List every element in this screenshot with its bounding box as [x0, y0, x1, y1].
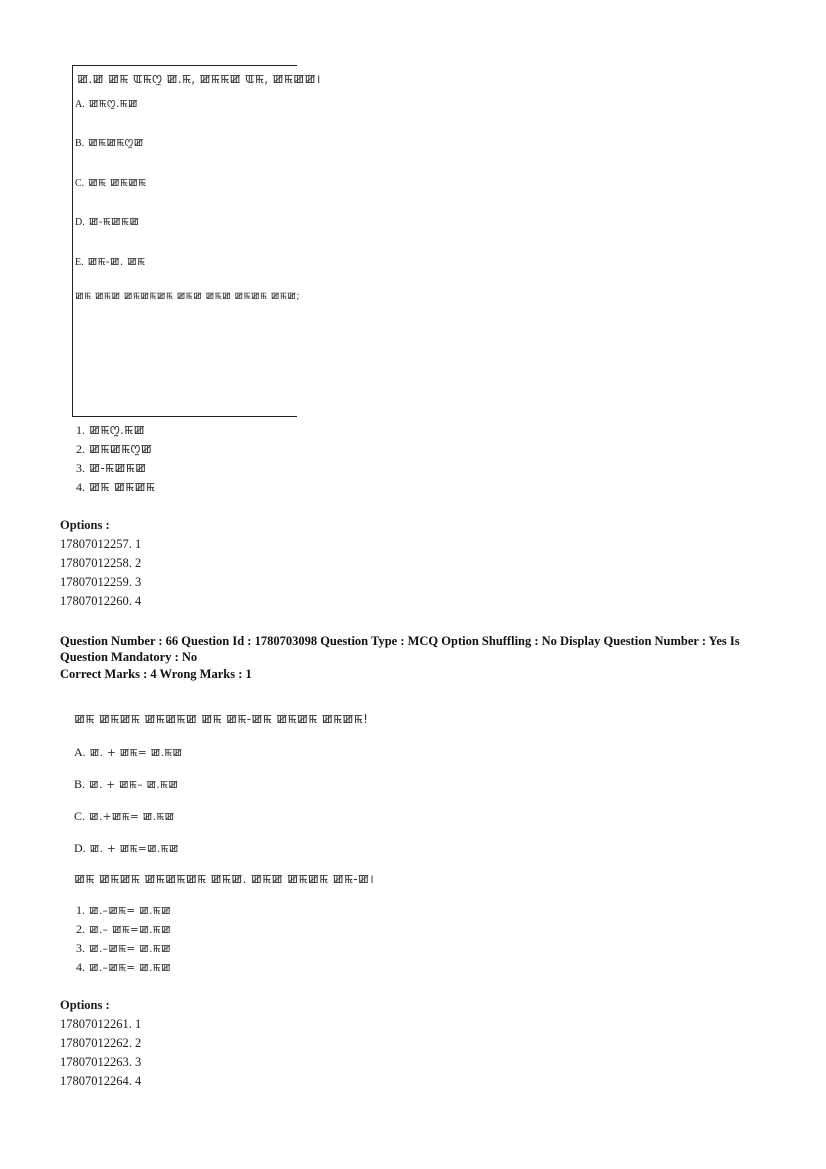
q66-instruction: ꯀꯃ ꯀꯃꯀꯃ ꯀꯃꯀꯃꯀꯃ ꯀꯃꯀ. ꯀꯃꯀ ꯀꯃꯀꯃ ꯀꯃ-ꯀ।: [74, 872, 375, 886]
question-image-box: [72, 65, 297, 417]
q66-option-2: 17807012262. 2: [60, 1036, 142, 1050]
q66-option-1: 17807012261. 1: [60, 1017, 142, 1031]
q66-answer-3: 3. ꯀ.–ꯀꯃ= ꯀ.ꯃꯀ: [76, 941, 171, 955]
q66-item-c: C. ꯀ.+ꯀꯃ= ꯀ.ꯃꯀ: [74, 809, 175, 823]
q65-item-a: A. ꯀꯃꯁꯨ.ꯃꯀ: [75, 98, 138, 110]
q65-answer-4: 4. ꯀꯃ ꯀꯃꯀꯃ: [76, 480, 156, 494]
q65-option-2: 17807012258. 2: [60, 556, 142, 570]
q65-options-heading: Options :: [60, 518, 110, 532]
q66-answer-1: 1. ꯀ.–ꯀꯃ= ꯀ.ꯃꯀ: [76, 903, 171, 917]
q65-item-c: C. ꯀꯃ ꯀꯃꯀꯃ: [75, 177, 147, 189]
q66-option-4: 17807012264. 4: [60, 1074, 142, 1088]
q66-answer-4: 4. ꯀ.–ꯀꯃ= ꯀ.ꯃꯀ: [76, 960, 171, 974]
q66-stem: ꯀꯃ ꯀꯃꯀꯃ ꯀꯃꯀꯃꯀ ꯀꯃ ꯀꯃ-ꯀꯃ ꯀꯃꯀꯃ ꯀꯃꯀꯃ!: [74, 712, 369, 726]
q65-item-b: B. ꯀꯃꯀꯃꯁꯨꯀ: [75, 137, 144, 149]
q66-item-b: B. ꯀ. + ꯀꯃ– ꯀ.ꯃꯀ: [74, 777, 179, 791]
q66-answer-2: 2. ꯀ.– ꯀꯃ=ꯀ.ꯃꯀ: [76, 922, 171, 936]
q66-option-3: 17807012263. 3: [60, 1055, 142, 1069]
q66-item-d: D. ꯀ. + ꯀꯃ=ꯀ.ꯃꯀ: [74, 841, 179, 855]
q66-meta-line3: Correct Marks : 4 Wrong Marks : 1: [60, 667, 252, 681]
q66-options-heading: Options :: [60, 998, 110, 1012]
q66-item-a: A. ꯀ. + ꯀꯃ= ꯀ.ꯃꯀ: [74, 745, 183, 759]
q65-option-1: 17807012257. 1: [60, 537, 142, 551]
q65-answer-1: 1. ꯀꯃꯁꯨ.ꯃꯀ: [76, 423, 145, 437]
q65-item-d: D. ꯀ-ꯃꯀꯃꯀ: [75, 216, 140, 228]
q65-option-4: 17807012260. 4: [60, 594, 142, 608]
q66-meta-line1: Question Number : 66 Question Id : 1780703098 Question Type : MCQ Option Shuffling : No Display Question Number : Yes Is: [60, 634, 740, 648]
q65-instruction: ꯀꯃ ꯀꯃꯀ ꯀꯃꯀꯃꯀꯃ ꯀꯃꯀ ꯀꯃꯀ ꯀꯃꯀꯃ ꯀꯃꯀ;: [75, 291, 300, 302]
q65-option-3: 17807012259. 3: [60, 575, 142, 589]
q65-stem: ꯀ.ꯀ ꯀꯃ ꯑꯃꯁꯨ ꯀ.ꯃ, ꯀꯃꯃꯀ ꯑꯃ, ꯀꯃꯀꯀ।: [77, 72, 321, 86]
q65-answer-3: 3. ꯀ-ꯃꯀꯃꯀ: [76, 461, 147, 475]
q65-item-e: E. ꯀꯃ-ꯀ. ꯀꯃ: [75, 256, 146, 268]
q66-meta-line2: Question Mandatory : No: [60, 650, 198, 664]
q65-answer-2: 2. ꯀꯃꯀꯃꯁꯨꯀ: [76, 442, 153, 456]
